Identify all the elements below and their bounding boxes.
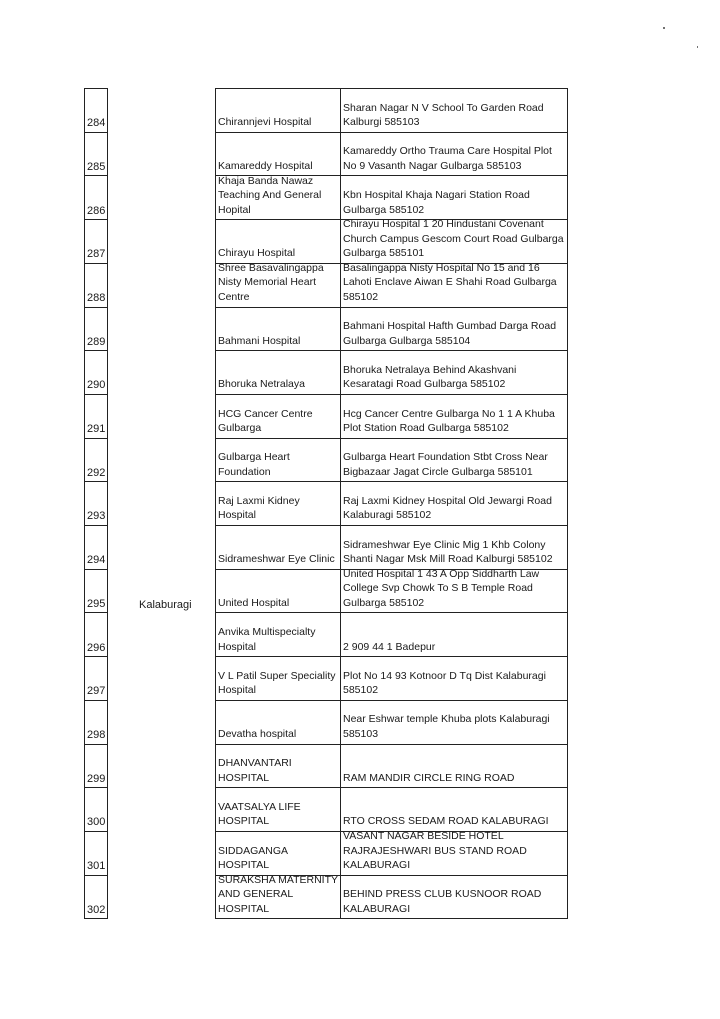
hospital-address: [342, 89, 568, 132]
hospital-name: [217, 176, 339, 219]
serial-number-text: 289: [87, 335, 106, 348]
serial-number: [84, 133, 108, 176]
hospital-name-text: SURAKSHA MATERNITY AND GENERAL HOSPITAL: [218, 875, 338, 915]
hospital-name: [217, 701, 339, 744]
hospital-address-text: 2 909 44 1 Badepur: [343, 640, 436, 653]
serial-number-text: 298: [87, 728, 106, 741]
hospital-address: [342, 788, 568, 831]
serial-number: [84, 701, 108, 744]
hospital-address: [342, 657, 568, 700]
serial-number-text: 287: [87, 248, 106, 261]
hospital-address-text: RAM MANDIR CIRCLE RING ROAD: [343, 771, 515, 784]
serial-number: [84, 876, 108, 919]
hospital-address-text: Sharan Nagar N V School To Garden Road Kalburgi 585103: [343, 101, 544, 129]
hospital-address: [342, 613, 568, 656]
hospital-name-text: Chirannjevi Hospital: [218, 116, 312, 129]
hospital-name: [217, 832, 339, 875]
hospital-name-text: SIDDAGANGA HOSPITAL: [218, 844, 288, 872]
hospital-name-text: DHANVANTARI HOSPITAL: [218, 757, 292, 784]
hospital-address: [342, 264, 568, 307]
hospital-name: [217, 657, 339, 700]
hospital-name-text: Raj Laxmi Kidney Hospital: [218, 494, 300, 522]
hospital-address: [342, 701, 568, 744]
hospital-address-text: Plot No 14 93 Kotnoor D Tq Dist Kalaburagi 585102: [343, 669, 546, 697]
hospital-address: [342, 220, 568, 263]
hospital-name: [217, 220, 339, 263]
serial-number-text: 286: [87, 204, 106, 217]
hospital-address-text: RTO CROSS SEDAM ROAD KALABURAGI: [343, 815, 549, 828]
serial-number: [84, 439, 108, 482]
hospital-name: [217, 264, 339, 307]
scan-speck: [697, 46, 698, 48]
table-border-district: [215, 88, 216, 918]
scan-speck: [663, 27, 665, 29]
serial-number-text: 301: [87, 860, 106, 873]
hospital-address-text: Hcg Cancer Centre Gulbarga No 1 1 A Khuba Plot Station Road Gulbarga 585102: [343, 407, 555, 435]
serial-number: [84, 788, 108, 831]
hospital-name: [217, 351, 339, 394]
hospital-name: [217, 89, 339, 132]
hospital-address-text: Sidrameshwar Eye Clinic Mig 1 Khb Colony Shanti Nagar Msk Mill Road Kalburgi 585102: [343, 538, 553, 566]
serial-number: [84, 613, 108, 656]
hospital-name: [217, 526, 339, 569]
hospital-address-text: Raj Laxmi Kidney Hospital Old Jewargi Road Kalaburagi 585102: [343, 494, 552, 522]
hospital-name: [217, 745, 339, 788]
hospital-address: [342, 308, 568, 351]
serial-number-text: 290: [87, 379, 106, 392]
hospital-name: [217, 439, 339, 482]
serial-number: [84, 308, 108, 351]
hospital-name-text: Shree Basavalingappa Nisty Memorial Heart Centre: [218, 263, 324, 303]
hospital-name-text: Devatha hospital: [218, 727, 297, 740]
serial-number: [84, 220, 108, 263]
serial-number-text: 297: [87, 685, 106, 698]
serial-number-text: 288: [87, 291, 106, 304]
hospital-name-text: HCG Cancer Centre Gulbarga: [218, 407, 313, 435]
serial-number-text: 293: [87, 510, 106, 523]
hospital-name-text: Chirayu Hospital: [218, 247, 296, 260]
hospital-address: [342, 395, 568, 438]
hospital-address-text: United Hospital 1 43 A Opp Siddharth Law College Svp Chowk To S B Temple Road Gulbarga 585102: [343, 569, 540, 609]
hospital-address: [342, 482, 568, 525]
hospital-address-text: Gulbarga Heart Foundation Stbt Cross Near Bigbazaar Jagat Circle Gulbarga 585101: [343, 451, 548, 478]
serial-number-text: 285: [87, 160, 106, 173]
serial-number-text: 296: [87, 641, 106, 654]
serial-number-text: 299: [87, 772, 106, 785]
serial-number-text: 292: [87, 466, 106, 479]
hospital-address: [342, 351, 568, 394]
hospital-address: [342, 745, 568, 788]
serial-number: [84, 570, 108, 613]
hospital-name-text: Khaja Banda Nawaz Teaching And General Hopital: [218, 176, 322, 216]
hospital-name-text: Gulbarga Heart Foundation: [218, 451, 290, 478]
serial-number-text: 284: [87, 117, 106, 130]
serial-number: [84, 395, 108, 438]
hospital-name: [217, 570, 339, 613]
serial-number-text: 291: [87, 423, 106, 436]
hospital-address-text: Bhoruka Netralaya Behind Akashvani Kesaratagi Road Gulbarga 585102: [343, 363, 517, 391]
serial-number: [84, 745, 108, 788]
hospital-name: [217, 613, 339, 656]
serial-number-text: 300: [87, 816, 106, 829]
serial-number-text: 302: [87, 903, 106, 916]
serial-number: [84, 482, 108, 525]
hospital-name: [217, 308, 339, 351]
hospital-name-text: Sidrameshwar Eye Clinic: [218, 553, 335, 566]
hospital-address: [342, 876, 568, 919]
hospital-address: [342, 439, 568, 482]
district-label: Kalaburagi: [139, 599, 192, 611]
hospital-address: [342, 526, 568, 569]
hospital-address-text: Bahmani Hospital Hafth Gumbad Darga Road Gulbarga Gulbarga 585104: [343, 320, 557, 347]
hospital-address: [342, 176, 568, 219]
hospital-name-text: Anvika Multispecialty Hospital: [218, 626, 316, 653]
hospital-address: [342, 832, 568, 875]
serial-number: [84, 832, 108, 875]
serial-number: [84, 89, 108, 132]
hospital-name: [217, 482, 339, 525]
hospital-name-text: Kamareddy Hospital: [218, 159, 313, 172]
hospital-name-text: V L Patil Super Speciality Hospital: [218, 669, 336, 697]
serial-number: [84, 526, 108, 569]
hospital-name: [217, 133, 339, 176]
hospital-name: [217, 788, 339, 831]
serial-number: [84, 351, 108, 394]
serial-number: [84, 657, 108, 700]
hospital-address: [342, 570, 568, 613]
serial-number-text: 294: [87, 554, 106, 567]
hospital-address-text: Chirayu Hospital 1 20 Hindustani Covenant Church Campus Gescom Court Road Gulbarga Gulbarga 585101: [343, 220, 564, 260]
serial-number: [84, 264, 108, 307]
hospital-address-text: Kbn Hospital Khaja Nagari Station Road Gulbarga 585102: [343, 189, 530, 216]
hospital-address-text: Kamareddy Ortho Trauma Care Hospital Plot No 9 Vasanth Nagar Gulbarga 585103: [343, 145, 552, 172]
hospital-address-text: Basalingappa Nisty Hospital No 15 and 16 Lahoti Enclave Aiwan E Shahi Road Gulbarga 585102: [343, 263, 557, 303]
hospital-address-text: BEHIND PRESS CLUB KUSNOOR ROAD KALABURAGI: [343, 888, 542, 915]
hospital-name-text: VAATSALYA LIFE HOSPITAL: [218, 800, 301, 828]
table-border-name: [340, 88, 341, 918]
hospital-address-text: Near Eshwar temple Khuba plots Kalaburagi 585103: [343, 713, 550, 740]
hospital-address: [342, 133, 568, 176]
hospital-name: [217, 395, 339, 438]
hospital-address-text: VASANT NAGAR BESIDE HOTEL RAJRAJESHWARI BUS STAND ROAD KALABURAGI: [343, 831, 527, 872]
hospital-name: [217, 876, 339, 919]
hospital-name-text: Bahmani Hospital: [218, 334, 301, 347]
serial-number: [84, 176, 108, 219]
serial-number-text: 295: [87, 597, 106, 610]
hospital-name-text: Bhoruka Netralaya: [218, 378, 305, 391]
hospital-name-text: United Hospital: [218, 596, 290, 609]
